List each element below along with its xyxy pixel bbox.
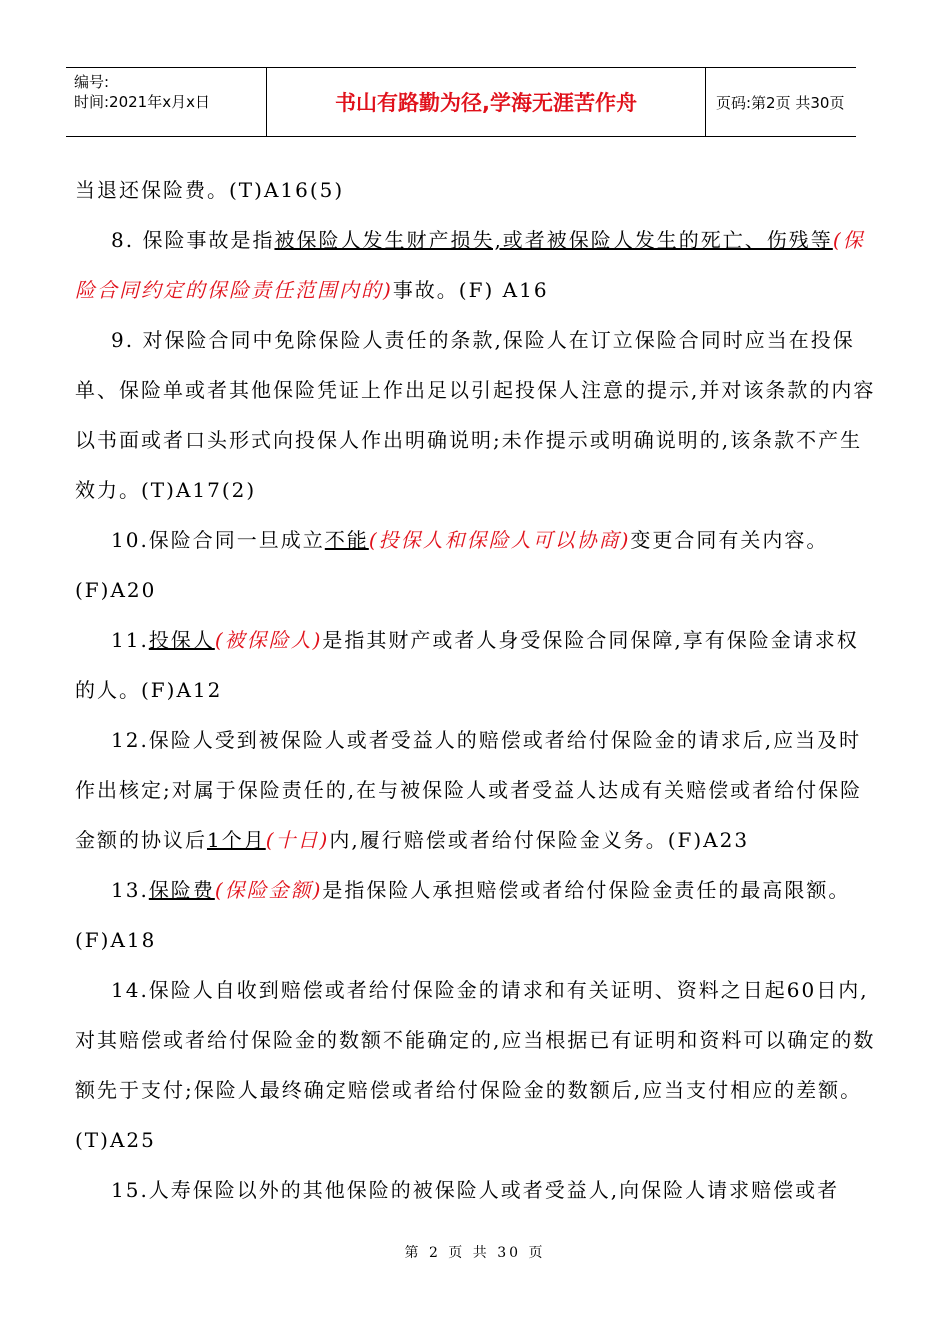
item-12-underlined: 1个月: [207, 828, 266, 852]
header-page-info: 页码:第2页 共30页: [716, 93, 845, 112]
item-13: [75, 865, 880, 965]
item-11-text: 11.: [111, 628, 149, 652]
item-13-tail: 是指保险人承担赔偿或者给付保险金责任的最高限额。(F)A18: [75, 878, 851, 952]
doc-number-label: 编号:: [74, 73, 110, 91]
item-10: [75, 515, 880, 615]
item-12-text: 12.保险人受到被保险人或者受益人的赔偿或者给付保险金的请求后,应当及时作出核定;对属于保险责任的,在与被保险人或者受益人达成有关赔偿或者给付保险金额的协议后: [75, 728, 863, 852]
item-15: 15.人寿保险以外的其他保险的被保险人或者受益人,向保险人请求赔偿或者: [111, 1178, 840, 1202]
item-8-underlined: 被保险人发生财产损失,或者被保险人发生的死亡、伤残等: [274, 228, 833, 252]
item-10-tail: 变更合同有关内容。(F)A20: [75, 528, 829, 602]
header-motto: 书山有路勤为径,学海无涯苦作舟: [266, 68, 706, 136]
item-14: 14.保险人自收到赔偿或者给付保险金的请求和有关证明、资料之日起60日内,对其赔偿或者给付保险金的数额不能确定的,应当根据已有证明和资料可以确定的数额先于支付;保险人最终确定赔偿或者给付保险金的数额后,应当支付相应的差额。(T)A25: [75, 978, 876, 1152]
item-10-correction: (投保人和保险人可以协商): [368, 528, 631, 552]
item-12-tail: 内,履行赔偿或者给付保险金义务。(F)A23: [329, 828, 750, 852]
item-11: [75, 615, 880, 715]
doc-time-label: 时间:2021年x月x日: [74, 93, 210, 111]
item-11-tail: 是指其财产或者人身受保险合同保障,享有保险金请求权的人。(F)A12: [75, 628, 859, 702]
item-7-tail: 当退还保险费。(T)A16(5): [75, 178, 345, 202]
item-8-correction: (保险合同约定的保险责任范围内的): [75, 228, 865, 302]
item-11-underlined: 投保人: [148, 628, 215, 652]
item-10-text: 10.保险合同一旦成立: [111, 528, 325, 552]
item-8-text: 8. 保险事故是指: [111, 228, 275, 252]
item-8-tail: 事故。(F) A16: [392, 278, 549, 302]
item-13-underlined: 保险费: [148, 878, 215, 902]
header-meta: [66, 68, 266, 136]
item-11-correction: (被保险人): [214, 628, 323, 652]
document-header: [66, 67, 856, 137]
item-13-correction: (保险金额): [214, 878, 323, 902]
item-9: 9. 对保险合同中免除保险人责任的条款,保险人在订立保险合同时应当在投保单、保险单或者其他保险凭证上作出足以引起投保人注意的提示,并对该条款的内容以书面或者口头形式向投保人作出明确说明;未作提示或明确说明的,该条款不产生效力。(T)A17(2): [75, 328, 876, 502]
item-12: [75, 715, 880, 865]
item-12-correction: (十日): [265, 828, 330, 852]
page-footer: 第 2 页 共 30 页: [404, 1245, 546, 1261]
item-13-text: 13.: [111, 878, 149, 902]
document-body: [75, 165, 880, 1215]
item-10-underlined: 不能: [324, 528, 369, 552]
item-8: [75, 215, 880, 315]
